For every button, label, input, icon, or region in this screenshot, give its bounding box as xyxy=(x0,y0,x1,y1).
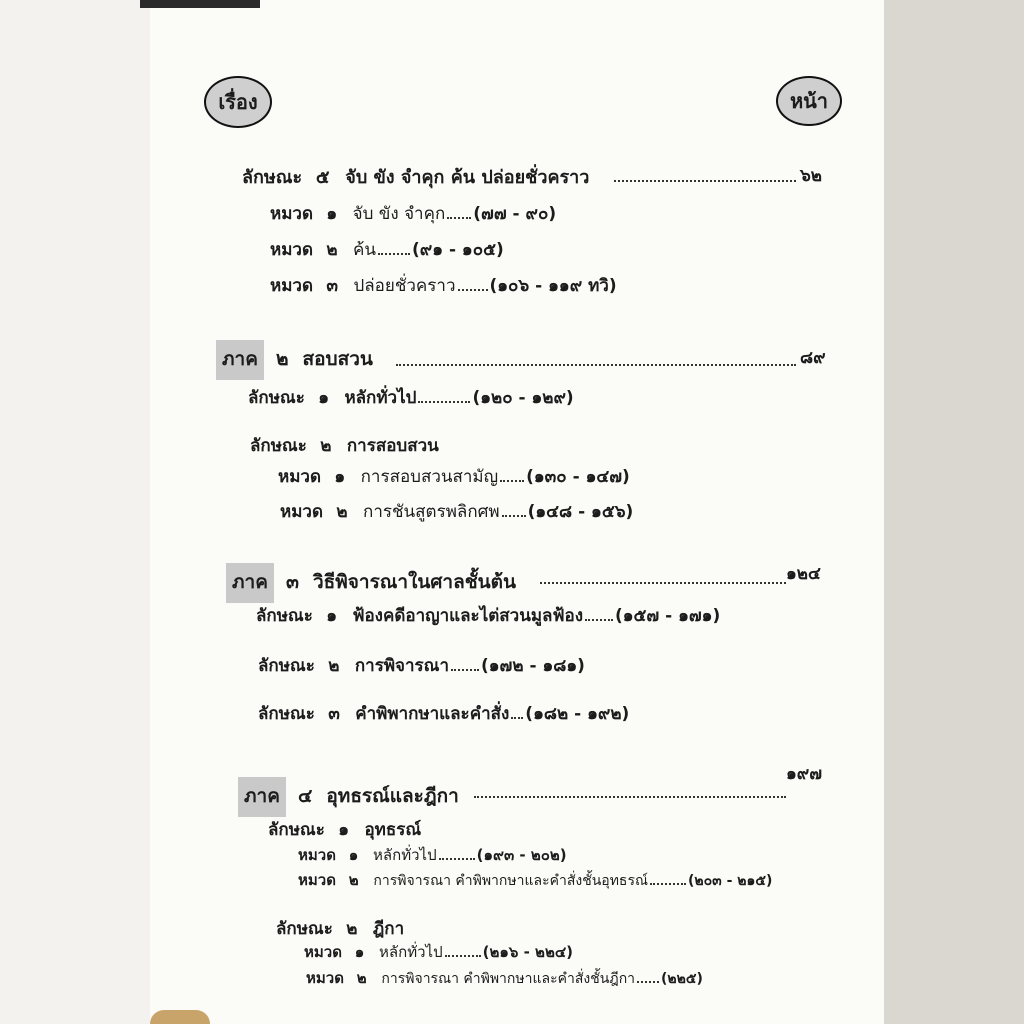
dot-leader xyxy=(614,180,796,182)
part-page-number: ๑๒๔ xyxy=(786,564,821,584)
toc-entry-l5h3 xyxy=(270,272,617,299)
entry-number: ๑ xyxy=(326,204,338,224)
entry-label: หมวด xyxy=(278,467,321,487)
toc-part-4 xyxy=(238,777,459,817)
page-edge-shadow xyxy=(140,0,260,8)
entry-section-range: (๒๒๕) xyxy=(661,971,703,987)
entry-title: จับ ขัง จำคุก xyxy=(352,204,446,224)
part-page-number: ๘๙ xyxy=(800,348,826,368)
toc-entry-p4l2 xyxy=(276,915,404,942)
entry-number: ๒ xyxy=(328,656,340,676)
entry-section-range: (๒๐๓ - ๒๑๕) xyxy=(687,873,773,889)
entry-number: ๕ xyxy=(315,167,330,188)
entry-section-range: (๑๒๐ - ๑๒๙) xyxy=(472,388,574,408)
dot-leader xyxy=(474,796,786,798)
entry-title: ฎีกา xyxy=(372,919,405,939)
entry-label: ลักษณะ xyxy=(256,606,313,626)
dot-leader xyxy=(540,582,786,584)
toc-entry-p2l2h2 xyxy=(280,498,633,525)
toc-entry-l5h1 xyxy=(270,200,556,227)
entry-label: หมวด xyxy=(298,846,336,864)
header-topic-label: เรื่อง xyxy=(204,76,272,128)
entry-section-range: (๙๑ - ๑๐๕) xyxy=(412,240,504,260)
entry-title: คำพิพากษาและคำสั่ง xyxy=(355,704,510,724)
entry-number: ๒ xyxy=(348,871,359,889)
entry-section-range: (๑๐๖ - ๑๑๙ ทวิ) xyxy=(489,276,617,296)
entry-section-range: (๑๘๒ - ๑๙๒) xyxy=(525,704,630,724)
entry-label: ลักษณะ xyxy=(258,656,315,676)
entry-label: ลักษณะ xyxy=(258,704,315,724)
dot-leader xyxy=(378,241,410,255)
toc-entry-l5 xyxy=(242,162,589,191)
entry-label: หมวด xyxy=(270,240,313,260)
toc-entry-p3l2 xyxy=(258,652,585,679)
entry-label: หมวด xyxy=(304,943,342,961)
toc-entry-p3l1 xyxy=(256,602,720,629)
entry-title: ปล่อยชั่วคราว xyxy=(353,276,456,296)
toc-entry-p4l2h2 xyxy=(306,966,703,990)
toc-part-3 xyxy=(226,563,516,603)
entry-title: หลักทั่วไป xyxy=(344,388,417,408)
part-number: ๒ xyxy=(275,348,289,370)
part-page-number: ๑๙๗ xyxy=(786,764,823,784)
toc-part-2 xyxy=(216,340,373,380)
entry-number: ๒ xyxy=(326,240,338,260)
entry-label: หมวด xyxy=(306,969,344,987)
dot-leader xyxy=(500,468,524,482)
page-corner-shadow xyxy=(150,1010,210,1024)
toc-entry-p2l2h1 xyxy=(278,463,630,490)
entry-number: ๑ xyxy=(326,606,338,626)
entry-title: ค้น xyxy=(353,240,377,260)
part-number: ๔ xyxy=(297,785,313,807)
entry-number: ๒ xyxy=(356,969,367,987)
entry-number: ๑ xyxy=(354,943,365,961)
entry-label: หมวด xyxy=(270,276,313,296)
toc-entry-l5h2 xyxy=(270,236,504,263)
entry-title: อุทธรณ์ xyxy=(364,820,422,840)
entry-number: ๓ xyxy=(326,276,339,296)
entry-label: หมวด xyxy=(280,502,323,522)
background-surface xyxy=(0,0,150,1024)
dot-leader xyxy=(445,943,481,957)
part-title: วิธีพิจารณาในศาลชั้นต้น xyxy=(313,571,516,593)
part-title: อุทธรณ์และฎีกา xyxy=(326,785,459,807)
entry-number: ๑ xyxy=(334,467,346,487)
entry-label: หมวด xyxy=(298,871,336,889)
dot-leader xyxy=(585,607,613,621)
dot-leader xyxy=(650,871,686,885)
entry-title: จับ ขัง จำคุก ค้น ปล่อยชั่วคราว xyxy=(345,167,590,188)
entry-title: การพิจารณา คำพิพากษาและคำสั่งชั้นอุทธรณ์ xyxy=(373,873,648,889)
entry-section-range: (๑๗๒ - ๑๘๑) xyxy=(481,656,585,676)
toc-entry-p4l2h1 xyxy=(304,940,573,964)
toc-entry-p4l1 xyxy=(268,816,421,843)
part-title: สอบสวน xyxy=(302,348,373,370)
dot-leader xyxy=(439,846,475,860)
entry-title: การพิจารณา xyxy=(354,656,449,676)
entry-title: ฟ้องคดีอาญาและไต่สวนมูลฟ้อง xyxy=(352,606,583,626)
entry-title: การชันสูตรพลิกศพ xyxy=(363,502,500,522)
toc-entry-p4l1h2 xyxy=(298,868,772,892)
entry-section-range: (๒๑๖ - ๒๒๔) xyxy=(482,943,574,961)
toc-entry-p2l2 xyxy=(250,432,439,459)
part-number: ๓ xyxy=(285,571,299,593)
entry-label: ลักษณะ xyxy=(248,388,305,408)
entry-section-range: (๑๕๗ - ๑๗๑) xyxy=(615,606,721,626)
header-page-label: หน้า xyxy=(776,76,842,126)
entry-number: ๑ xyxy=(348,846,359,864)
entry-section-range: (๗๗ - ๙๐) xyxy=(473,204,557,224)
entry-title: การสอบสวน xyxy=(346,436,439,456)
dot-leader xyxy=(451,657,479,671)
entry-section-range: (๑๔๘ - ๑๕๖) xyxy=(527,502,634,522)
entry-label: ลักษณะ xyxy=(276,919,333,939)
part-label: ภาค xyxy=(238,777,286,817)
entry-label: ลักษณะ xyxy=(242,167,303,188)
dot-leader xyxy=(637,969,659,983)
toc-entry-p4l1h1 xyxy=(298,843,567,867)
toc-entry-p2l1 xyxy=(248,384,574,411)
toc-entry-p3l3 xyxy=(258,700,629,727)
entry-number: ๓ xyxy=(328,704,340,724)
dot-leader xyxy=(458,277,488,291)
dot-leader xyxy=(396,364,796,366)
part-label: ภาค xyxy=(226,563,274,603)
entry-title: หลักทั่วไป xyxy=(379,943,443,961)
entry-section-range: (๑๓๐ - ๑๔๗) xyxy=(526,467,630,487)
entry-label: ลักษณะ xyxy=(250,436,307,456)
entry-section-range: (๑๙๓ - ๒๐๒) xyxy=(476,846,567,864)
entry-label: หมวด xyxy=(270,204,313,224)
dot-leader xyxy=(511,705,523,719)
entry-number: ๒ xyxy=(320,436,332,456)
dot-leader xyxy=(418,389,470,403)
entry-label: ลักษณะ xyxy=(268,820,325,840)
entry-number: ๒ xyxy=(346,919,358,939)
entry-title: การสอบสวนสามัญ xyxy=(360,467,499,487)
entry-number: ๒ xyxy=(336,502,348,522)
entry-number: ๑ xyxy=(338,820,350,840)
entry-page-number: ๖๒ xyxy=(800,166,822,186)
part-label: ภาค xyxy=(216,340,264,380)
dot-leader xyxy=(502,503,526,517)
entry-number: ๑ xyxy=(318,388,330,408)
entry-title: หลักทั่วไป xyxy=(373,846,437,864)
entry-title: การพิจารณา คำพิพากษาและคำสั่งชั้นฎีกา xyxy=(381,971,636,987)
dot-leader xyxy=(447,205,471,219)
